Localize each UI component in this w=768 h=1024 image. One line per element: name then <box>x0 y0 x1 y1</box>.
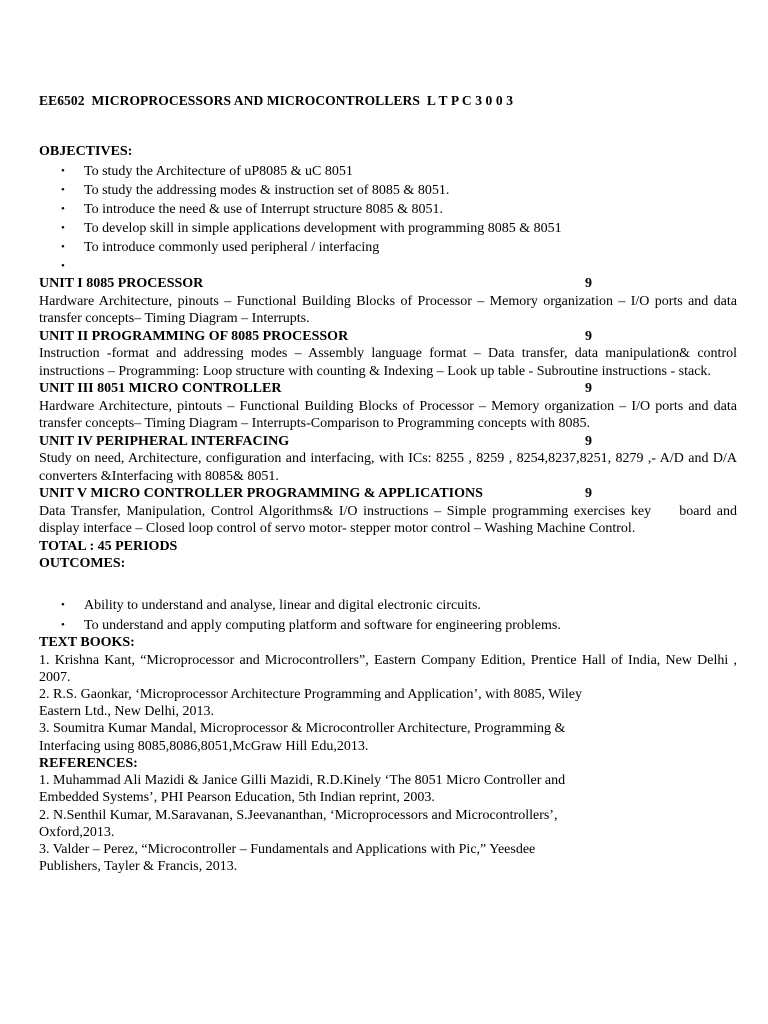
outcomes-section <box>39 596 737 635</box>
text-books-heading: TEXT BOOKS: <box>39 635 135 650</box>
references-heading: REFERENCES: <box>39 755 138 771</box>
objectives-heading: OBJECTIVES: <box>39 144 133 159</box>
unit-4-heading <box>39 433 737 451</box>
list-item: Publishers, Tayler & Francis, 2013. <box>39 859 238 875</box>
list-item: • To introduce commonly used peripheral / interfacing <box>61 239 380 255</box>
bullet-icon: • <box>61 183 65 196</box>
list-item: 3. Valder – Perez, “Microcontroller – Fundamentals and Applications with Pic,” Yeesdee <box>39 842 536 858</box>
list-item: Oxford,2013. <box>39 824 115 840</box>
list-item: Embedded Systems’, PHI Pearson Education, 5th Indian reprint, 2003. <box>39 790 435 806</box>
objectives-list <box>39 162 737 276</box>
list-item: • To develop skill in simple applications development with programming 8085 & 8051 <box>61 220 562 236</box>
bullet-icon: • <box>61 599 65 611</box>
unit-hours: 9 <box>585 276 592 291</box>
outcomes-heading: OUTCOMES: <box>39 556 126 571</box>
unit-hours: 9 <box>585 328 592 344</box>
unit-hours: 9 <box>585 381 592 396</box>
bullet-icon: • <box>61 202 65 215</box>
bullet-icon: • <box>61 240 65 253</box>
list-item: 2. R.S. Gaonkar, ‘Microprocessor Architecture Programming and Application’, with 8085, Wiley <box>39 686 582 702</box>
list-item: • To study the Architecture of uP8085 & uC 8051 <box>61 163 353 179</box>
bullet-icon: • <box>61 221 65 234</box>
list-item: • To understand and apply computing platform and software for engineering problems. <box>39 616 737 636</box>
unit-5-body: Data Transfer, Manipulation, Control Algorithms& I/O instructions – Simple programming exercises key board and display interface – Closed loop control of servo motor- stepper motor control – Washing Machine Control. <box>39 503 741 536</box>
list-item: Eastern Ltd., New Delhi, 2013. <box>39 704 214 720</box>
unit-4-body: Study on need, Architecture, configuration and interfacing, with ICs: 8255 , 8259 , 8254,8237,8251, 8279 ,- A/D and D/A converters &Interfacing with 8085& 8051. <box>39 451 737 484</box>
units-section <box>39 275 741 573</box>
unit-3-heading <box>39 380 737 398</box>
list-item: 1. Muhammad Ali Mazidi & Janice Gilli Mazidi, R.D.Kinely ‘The 8051 Micro Controller and <box>39 773 566 789</box>
list-item: • Ability to understand and analyse, linear and digital electronic circuits. <box>39 596 737 616</box>
bullet-icon: • <box>61 164 65 177</box>
course-title: EE6502 MICROPROCESSORS AND MICROCONTROLLERS L T P C 3 0 0 3 <box>39 93 514 108</box>
books-section <box>39 634 737 875</box>
objectives-section <box>39 143 737 276</box>
unit-hours: 9 <box>585 486 592 501</box>
unit-3-body: Hardware Architecture, pintouts – Functional Building Blocks of Processor – Memory organization – I/O ports and data transfer concepts– Timing Diagram – Interrupts-Comparison to Programming concepts with 8085. <box>39 398 737 431</box>
list-item: 2. N.Senthil Kumar, M.Saravanan, S.Jeevananthan, ‘Microprocessors and Microcontrollers’, <box>39 807 558 823</box>
unit-1-body: Hardware Architecture, pinouts – Functional Building Blocks of Processor – Memory organization – I/O ports and data transfer concepts– Timing Diagram – Interrupts. <box>39 293 737 326</box>
unit-1-heading <box>39 275 737 293</box>
unit-title: UNIT III 8051 MICRO CONTROLLER <box>39 381 282 396</box>
list-item: • To introduce the need & use of Interrupt structure 8085 & 8051. <box>61 201 444 217</box>
list-item: • To study the addressing modes & instruction set of 8085 & 8051. <box>61 182 450 198</box>
unit-title: UNIT II PROGRAMMING OF 8085 PROCESSOR <box>39 328 349 344</box>
bullet-icon: • <box>61 259 65 272</box>
list-item <box>39 257 737 276</box>
unit-5-heading <box>39 485 737 503</box>
list-item: 1. Krishna Kant, “Microprocessor and Microcontrollers”, Eastern Company Edition, Prentice Hall of India, New Delhi , 2007. <box>39 652 737 685</box>
total-periods: TOTAL : 45 PERIODS <box>39 538 178 554</box>
bullet-icon: • <box>61 618 65 631</box>
unit-2-body: Instruction -format and addressing modes – Assembly language format – Data transfer, data manipulation& control instructions – Programming: Loop structure with counting & Indexing – Look up table - Subroutine instructions - stack. <box>39 346 737 379</box>
list-item: Interfacing using 8085,8086,8051,McGraw Hill Edu,2013. <box>39 738 369 754</box>
list-item: 3. Soumitra Kumar Mandal, Microprocessor & Microcontroller Architecture, Programming & <box>39 721 566 737</box>
unit-title: UNIT IV PERIPHERAL INTERFACING <box>39 433 290 449</box>
unit-2-heading <box>39 328 737 346</box>
outcomes-list <box>39 596 737 635</box>
unit-hours: 9 <box>585 433 592 449</box>
unit-title: UNIT I 8085 PROCESSOR <box>39 276 204 291</box>
unit-title: UNIT V MICRO CONTROLLER PROGRAMMING & APPLICATIONS <box>39 486 483 501</box>
